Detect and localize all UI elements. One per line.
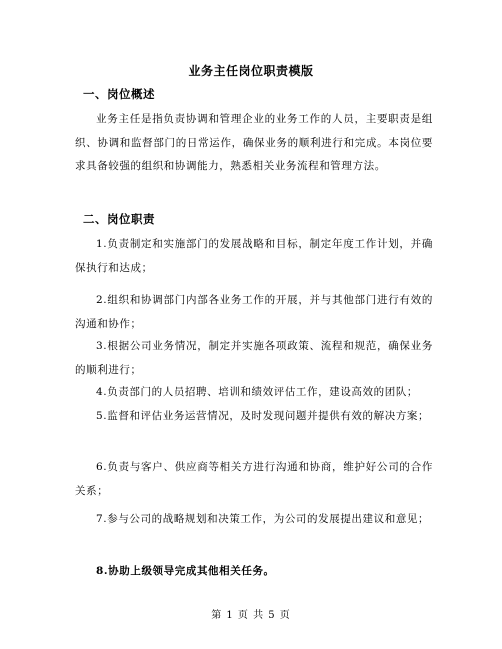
duty-item-4: 4.负责部门的人员招聘、培训和绩效评估工作，建设高效的团队；: [96, 386, 419, 398]
duty-item-7: 7.参与公司的战略规划和决策工作，为公司的发展提出建议和意见；: [96, 513, 430, 525]
duty-item-8: 8.协助上级领导完成其他相关任务。: [96, 565, 275, 577]
duty-item-5: 5.监督和评估业务运营情况，及时发现问题并提供有效的解决方案；: [96, 410, 430, 422]
duty-item-6: 6.负责与客户、供应商等相关方进行沟通和协商，维护好公司的合作关系；: [75, 461, 433, 497]
section-heading-overview: 一、岗位概述: [83, 87, 155, 101]
page-footer: 第 1 页 共 5 页: [211, 610, 291, 621]
duty-item-2: 2.组织和协调部门内部各业务工作的开展，并与其他部门进行有效的沟通和协作；: [75, 294, 433, 330]
document-title: 业务主任岗位职责模版: [188, 64, 314, 78]
duty-item-1: 1.负责制定和实施部门的发展战略和目标，制定年度工作计划，并确保执行和达成；: [75, 238, 433, 274]
overview-paragraph: 业务主任是指负责协调和管理企业的业务工作的人员，主要职责是组织、协调和监督部门的日常运作，确保业务的顺利进行和完成。本岗位要求具备较强的组织和协调能力，熟悉相关业务流程和管理方法。: [75, 113, 433, 172]
duty-item-3: 3.根据公司业务情况，制定并实施各项政策、流程和规范，确保业务的顺利进行；: [75, 340, 433, 376]
section-heading-duties: 二、岗位职责: [83, 212, 155, 226]
